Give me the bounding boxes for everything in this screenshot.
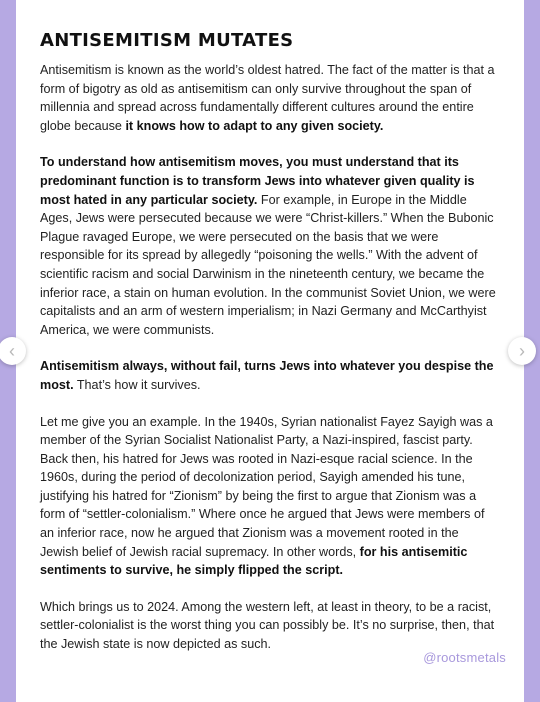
paragraph-4-bold: for his antisemitic sentiments to survive, he simply flipped the script. (40, 544, 468, 578)
paragraph-5-text: Which brings us to 2024. Among the western left, at least in theory, to be a racist, settler-colonialist is the worst thing you can possibly be. It’s no surprise, then, that the Jewish state is now depicted as such. (40, 599, 495, 652)
paragraph-5 (40, 598, 500, 654)
chevron-left-icon: ‹ (9, 341, 15, 361)
paragraph-2-text: For example, in Europe in the Middle Ages, Jews were persecuted because we were “Christ-killers.” When the Bubonic Plague ravaged Europe, we were persecuted on the basis that we were responsible for its spread by allegedly “poisoning the wells.” With the advent of scientific racism and social Darwinism in the nineteenth century, we became the inferior race, a stain on human evolution. In the communist Soviet Union, we were capitalists and an arm of western imperialism; in Nazi Germany and McCarthyist America, we were communists. (40, 192, 496, 337)
paragraph-3-text: That’s how it survives. (73, 377, 201, 392)
post-card (16, 0, 524, 702)
paragraph-3 (40, 357, 500, 394)
chevron-right-icon: › (519, 341, 525, 361)
paragraph-2 (40, 153, 500, 339)
paragraph-4-text: Let me give you an example. In the 1940s, Syrian nationalist Fayez Sayigh was a member of the Syrian Socialist Nationalist Party, a Nazi-inspired, fascist party. Back then, his hatred for Jews was rooted in Nazi-esque racial science. In the 1960s, during the period of decolonization period, Sayigh amended his tune, justifying his hatred for “Zionism” by being the first to argue that Zionism was a form of “settler-colonialism.” Where once he argued that Jews were members of an inferior race, now he argued that Zionism was a movement rooted in the Jewish belief of Jewish racial supremacy. In other words, (40, 414, 493, 559)
paragraph-1-bold: it knows how to adapt to any given society. (125, 118, 384, 133)
next-slide-button[interactable] (508, 337, 536, 365)
author-handle: @rootsmetals (423, 650, 506, 665)
post-title: ANTISEMITISM MUTATES (40, 30, 294, 51)
paragraph-1-text: Antisemitism is known as the world’s oldest hatred. The fact of the matter is that a form of bigotry as old as antisemitism can only survive throughout the span of millennia and spread across fundamentally different cultures around the entire globe because (40, 63, 495, 133)
paragraph-1 (40, 61, 500, 135)
paragraph-4 (40, 413, 500, 580)
paragraph-3-bold: Antisemitism always, without fail, turns Jews into whatever you despise the most. (40, 359, 494, 392)
paragraph-2-bold: To understand how antisemitism moves, you must understand that its predominant function is to transform Jews into whatever given quality is most hated in any particular society. (40, 155, 475, 207)
